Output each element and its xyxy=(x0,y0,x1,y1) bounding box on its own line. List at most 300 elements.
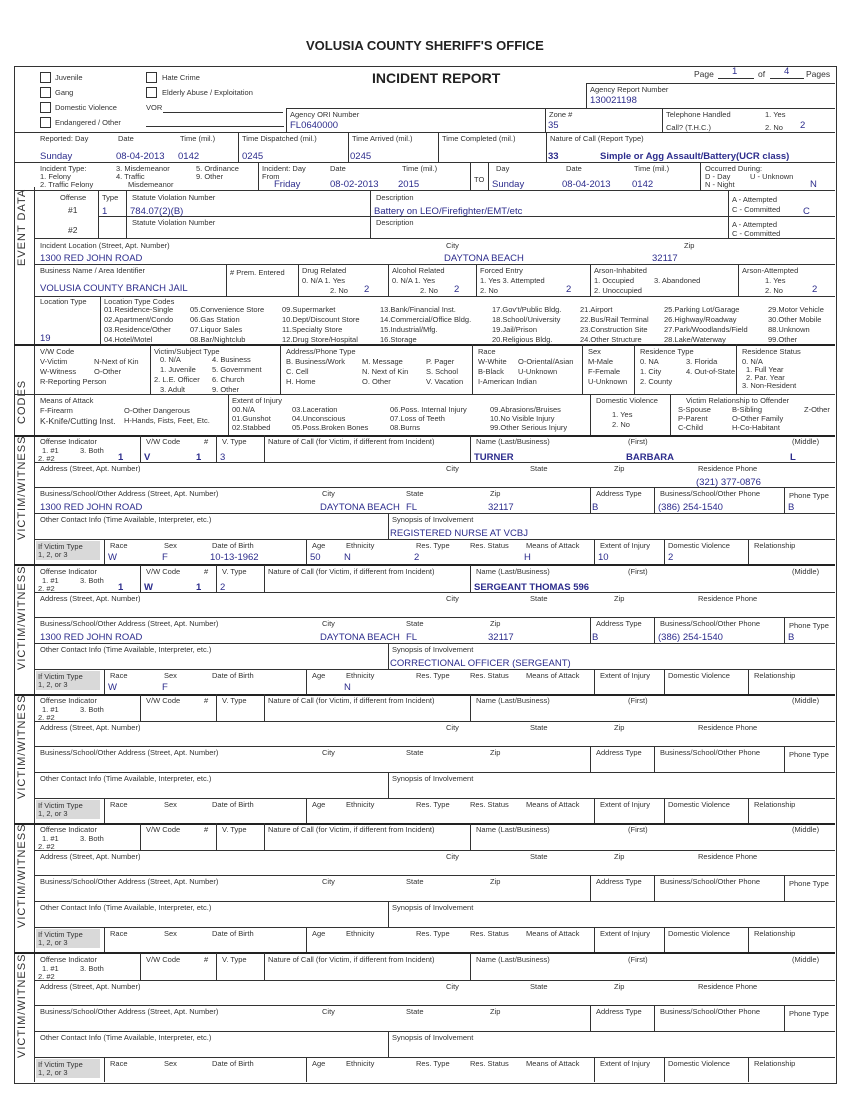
victim-witness-label: VICTIM/WITNESS xyxy=(16,565,28,670)
first-name-value[interactable]: BARBARA xyxy=(626,452,675,463)
dispatched-time[interactable]: 0245 xyxy=(242,151,264,162)
alcohol-value[interactable]: 2 xyxy=(454,284,460,295)
res-type-out-state: 4. Out-of-State xyxy=(686,367,736,376)
nature-label: Nature of Call (Report Type) xyxy=(550,134,644,143)
offense-indicator-label: Offense Indicator xyxy=(40,437,97,446)
location-zip[interactable]: 32117 xyxy=(652,253,678,264)
ordinance-option: 5. Ordinance xyxy=(196,164,239,173)
dob-value[interactable]: 10-13-1962 xyxy=(210,552,259,563)
reported-day[interactable]: Sunday xyxy=(40,151,73,162)
report-title: INCIDENT REPORT xyxy=(372,70,501,86)
victim-number-value[interactable]: 1 xyxy=(196,452,202,463)
middle-name-value[interactable]: L xyxy=(790,452,796,463)
ori-value[interactable]: FL0640000 xyxy=(290,120,339,131)
last-name-value[interactable]: TURNER xyxy=(474,452,514,463)
bus-city-label: City xyxy=(322,619,335,628)
dv-value[interactable]: 2 xyxy=(668,552,674,563)
ind-opt-both: 3. Both xyxy=(80,834,104,843)
injury-unconscious: 04.Unconscious xyxy=(292,414,346,423)
dv-no: 2. No xyxy=(612,420,630,429)
bus-state-value[interactable]: FL xyxy=(406,502,418,513)
offense-indicator-value[interactable]: 1 xyxy=(118,452,124,463)
res-type-label: Res. Type xyxy=(416,800,450,809)
res-status-label: Res. Status xyxy=(470,541,509,550)
location-code-item: 21.Airport xyxy=(580,305,613,314)
victim-witness-label: VICTIM/WITNESS xyxy=(16,823,28,928)
subj-other: 9. Other xyxy=(212,385,240,394)
injury-teeth: 07.Loss of Teeth xyxy=(390,414,445,423)
from-date[interactable]: 08-02-2013 xyxy=(330,179,379,190)
synopsis-label: Synopsis of Involvement xyxy=(392,903,474,912)
synopsis-label: Synopsis of Involvement xyxy=(392,515,474,524)
location-code-item: 15.Industrial/Mfg. xyxy=(380,325,438,334)
other-option: 9. Other xyxy=(196,172,224,181)
bus-phone-label: Business/School/Other Phone xyxy=(660,1007,761,1016)
arson-att-yes: 1. Yes xyxy=(765,276,786,285)
bus-phone-value[interactable]: (386) 254-1540 xyxy=(658,632,723,643)
injury-na: 00.N/A xyxy=(232,405,255,414)
vw-code-label: V/W Code xyxy=(146,696,181,705)
injury-serious: 99.Other Serious Injury xyxy=(490,423,568,432)
traffic-option: 4. Traffic xyxy=(116,172,145,181)
offense-1-type[interactable]: 1 xyxy=(102,206,108,217)
res-phone-label: Residence Phone xyxy=(698,723,758,732)
bus-city-label: City xyxy=(322,1007,335,1016)
bus-phone-value[interactable]: (386) 254-1540 xyxy=(658,502,723,513)
age-label: Age xyxy=(312,929,326,938)
location-code-item: 18.School/University xyxy=(492,315,561,324)
to-time[interactable]: 0142 xyxy=(632,179,654,190)
from-day[interactable]: Friday xyxy=(274,179,301,190)
address-label: Address (Street, Apt. Number) xyxy=(40,723,141,732)
location-code-item: 29.Motor Vehicle xyxy=(768,305,824,314)
hate-crime-checkbox[interactable] xyxy=(146,72,157,83)
bus-state-label: State xyxy=(406,619,424,628)
vtype-label: V. Type xyxy=(222,696,247,705)
bus-city-value[interactable]: DAYTONA BEACH xyxy=(320,502,400,513)
of-label: of xyxy=(758,69,766,79)
location-code-item: 01.Residence-Single xyxy=(104,305,174,314)
rel-other: Z-Other xyxy=(804,405,830,414)
vw-code-label: V/W Code xyxy=(146,437,181,446)
reported-date[interactable]: 08-04-2013 xyxy=(116,151,165,162)
sex-value[interactable]: F xyxy=(162,552,168,563)
res-type-city: 1. City xyxy=(640,367,662,376)
num-label: # xyxy=(204,567,209,576)
attempted-1: A - Attempted xyxy=(732,195,778,204)
rel-codes-label: Victim Relationship to Offender xyxy=(686,396,790,405)
res-type-label: Res. Type xyxy=(416,541,450,550)
location-code-item: 06.Gas Station xyxy=(190,315,240,324)
bus-addr-label: Business/School/Other Address (Street, Apt. Number) xyxy=(40,489,219,498)
state-label: State xyxy=(530,723,548,732)
vw-victim: V-Victim xyxy=(40,357,68,366)
nature-code[interactable]: 33 xyxy=(548,151,559,162)
drug-options: 0. N/A 1. Yes xyxy=(302,276,345,285)
location-address[interactable]: 1300 RED JOHN ROAD xyxy=(40,253,143,264)
loc-codes-label: Location Type Codes xyxy=(104,297,175,306)
incident-type-label: Incident Type: xyxy=(40,164,87,173)
rel-child: C-Child xyxy=(678,423,704,432)
addr-type-value[interactable]: B xyxy=(592,502,599,513)
business-name[interactable]: VOLUSIA COUNTY BRANCH JAIL xyxy=(40,283,188,294)
addr-pager: P. Pager xyxy=(426,357,455,366)
victim-number-value[interactable]: 1 xyxy=(196,582,202,593)
injury-burns: 08.Burns xyxy=(390,423,421,432)
city-label: City xyxy=(446,982,459,991)
location-code-item: 05.Convenience Store xyxy=(190,305,265,314)
race-label: Race xyxy=(110,1059,128,1068)
location-code-item: 12.Drug Store/Hospital xyxy=(282,335,358,344)
race-value[interactable]: W xyxy=(108,552,117,563)
res-status-label: Res. Status xyxy=(470,800,509,809)
res-status-na: 0. N/A xyxy=(742,357,763,366)
gang-checkbox[interactable] xyxy=(40,87,51,98)
bus-state-value[interactable]: FL xyxy=(406,632,418,643)
endangered-checkbox[interactable] xyxy=(40,117,51,128)
location-code-item: 17.Gov't/Public Bldg. xyxy=(492,305,562,314)
offense-1-statute[interactable]: 784.07(2)(B) xyxy=(130,206,184,217)
name-label: Name (Last/Business) xyxy=(476,825,550,834)
loc-type-label: Location Type xyxy=(40,297,87,306)
offense-indicator-label: Offense Indicator xyxy=(40,825,97,834)
race-label: Race xyxy=(110,800,128,809)
dob-label: Date of Birth xyxy=(212,800,254,809)
vtype-label: V. Type xyxy=(222,825,247,834)
bus-city-value[interactable]: DAYTONA BEACH xyxy=(320,632,400,643)
subject-type-label: Victim/Subject Type xyxy=(154,347,220,356)
addr-next-kin: N. Next of Kin xyxy=(362,367,409,376)
bus-addr-value[interactable]: 1300 RED JOHN ROAD xyxy=(40,502,143,513)
age-value[interactable]: 50 xyxy=(310,552,321,563)
addr-type-label: Address Type xyxy=(596,619,642,628)
dob-label: Date of Birth xyxy=(212,929,254,938)
ind-opt-1: 1. #1 xyxy=(42,964,59,973)
reported-time-label: Time (mil.) xyxy=(180,134,216,143)
arrived-time[interactable]: 0245 xyxy=(350,151,372,162)
res-type-florida: 3. Florida xyxy=(686,357,718,366)
dv-label: Domestic Violence xyxy=(668,1059,730,1068)
victim-123-label: 1, 2, or 3 xyxy=(38,809,68,818)
victim-type-value[interactable]: 3 xyxy=(220,452,226,463)
zone-value[interactable]: 35 xyxy=(548,120,559,131)
addr-home: H. Home xyxy=(286,377,316,386)
sex-value[interactable]: F xyxy=(162,682,168,693)
bus-zip-value[interactable]: 32117 xyxy=(488,502,514,513)
ethnicity-label: Ethnicity xyxy=(346,541,375,550)
location-code-item: 23.Construction Site xyxy=(580,325,648,334)
res-status-value[interactable]: H xyxy=(524,552,531,563)
res-phone-label: Residence Phone xyxy=(698,852,758,861)
res-status-non: 3. Non-Resident xyxy=(742,381,797,390)
from-time[interactable]: 2015 xyxy=(398,179,420,190)
alcohol-label: Alcohol Related xyxy=(392,266,445,275)
ori-label: Agency ORI Number xyxy=(290,110,360,119)
state-label: State xyxy=(530,464,548,473)
if-victim-label: If Victim Type xyxy=(38,1060,83,1069)
occurred-value[interactable]: N xyxy=(810,179,817,190)
ethnicity-label: Ethnicity xyxy=(346,1059,375,1068)
to-date-label: Date xyxy=(566,164,582,173)
bus-zip-label: Zip xyxy=(490,489,501,498)
bus-zip-label: Zip xyxy=(490,748,501,757)
addr-type-value[interactable]: B xyxy=(592,632,599,643)
vw-reporting: R-Reporting Person xyxy=(40,377,107,386)
rel-parent: P-Parent xyxy=(678,414,708,423)
juvenile-checkbox[interactable] xyxy=(40,72,51,83)
forced-label: Forced Entry xyxy=(480,266,523,275)
sex-label: Sex xyxy=(164,800,177,809)
ethnicity-value[interactable]: N xyxy=(344,682,351,693)
other-contact-label: Other Contact Info (Time Available, Interpreter, etc.) xyxy=(40,903,212,912)
location-city[interactable]: DAYTONA BEACH xyxy=(444,253,524,264)
elderly-label: Elderly Abuse / Exploitation xyxy=(162,88,253,97)
vw-next-kin: N-Next of Kin xyxy=(94,357,139,366)
rel-cohabitant: H-Co-Habitant xyxy=(732,423,780,432)
phone-no: 2. No xyxy=(765,123,783,132)
abandoned-option: 3. Abandoned xyxy=(654,276,701,285)
res-type-na: 0. NA xyxy=(640,357,659,366)
sex-unknown: U-Unknown xyxy=(588,377,628,386)
subj-business: 4. Business xyxy=(212,355,251,364)
addr-cell: C. Cell xyxy=(286,367,309,376)
page-label: Page xyxy=(694,69,714,79)
sex-male: M-Male xyxy=(588,357,614,366)
state-label: State xyxy=(530,982,548,991)
dispatched-label: Time Dispatched (mil.) xyxy=(242,134,317,143)
bus-zip-value[interactable]: 32117 xyxy=(488,632,514,643)
num-label: # xyxy=(204,825,209,834)
race-value[interactable]: W xyxy=(108,682,117,693)
zip-label: Zip xyxy=(684,241,695,250)
dv-yes: 1. Yes xyxy=(612,410,633,419)
location-code-item: 10.Dept/Discount Store xyxy=(282,315,360,324)
vw-code-value[interactable]: V xyxy=(144,452,151,463)
num-label: # xyxy=(204,437,209,446)
res-type-value[interactable]: 2 xyxy=(414,552,420,563)
juvenile-label: Juvenile xyxy=(55,73,83,82)
res-status-part: 2. Par. Year xyxy=(746,373,785,382)
committed-1: C - Committed xyxy=(732,205,781,214)
sex-label: Sex xyxy=(164,1059,177,1068)
vw-code-value[interactable]: W xyxy=(144,582,153,593)
location-code-item: 99.Other xyxy=(768,335,798,344)
last-name-value[interactable]: SERGEANT THOMAS 596 xyxy=(474,582,590,593)
offense-1-desc[interactable]: Battery on LEO/Firefighter/EMT/etc xyxy=(374,206,523,217)
if-victim-label: If Victim Type xyxy=(38,930,83,939)
prem-label: # Prem. Entered xyxy=(230,268,285,277)
bus-addr-value[interactable]: 1300 RED JOHN ROAD xyxy=(40,632,143,643)
location-code-item: 11.Specialty Store xyxy=(282,325,343,334)
loc-type-value[interactable]: 19 xyxy=(40,333,51,344)
if-victim-label: If Victim Type xyxy=(38,801,83,810)
drug-value[interactable]: 2 xyxy=(364,284,370,295)
page-total[interactable]: 4 xyxy=(784,66,790,77)
dday-option: D - Day xyxy=(705,172,731,181)
dv-label: Domestic Violence xyxy=(668,800,730,809)
race-white: W-White xyxy=(478,357,507,366)
offense-2-num: #2 xyxy=(68,225,78,235)
vtype-label: V. Type xyxy=(222,437,247,446)
race-am-indian: I-American Indian xyxy=(478,377,537,386)
vw-code-label: V/W Code xyxy=(40,347,75,356)
bus-phone-label: Business/School/Other Phone xyxy=(660,877,761,886)
drug-label: Drug Related xyxy=(302,266,347,275)
night-option: N - Night xyxy=(705,180,735,189)
offense-label: Offense xyxy=(60,193,87,202)
phone-value[interactable]: 2 xyxy=(800,120,806,131)
bus-zip-label: Zip xyxy=(490,619,501,628)
rel-spouse: S-Spouse xyxy=(678,405,711,414)
location-code-item: 22.Bus/Rail Terminal xyxy=(580,315,649,324)
vtype-label: V. Type xyxy=(222,567,247,576)
means-knife: K-Knife/Cutting Inst. xyxy=(40,416,116,426)
nature-victim-label: Nature of Call (for Victim, if different from Incident) xyxy=(268,825,435,834)
alcohol-no: 2. No xyxy=(420,286,438,295)
offense-indicator-value[interactable]: 1 xyxy=(118,582,124,593)
dv-label: Domestic Violence xyxy=(668,929,730,938)
victim-123-label: 1, 2, or 3 xyxy=(38,550,68,559)
res-status-label: Res. Status xyxy=(470,1059,509,1068)
incident-day-label: Incident: Day xyxy=(262,164,306,173)
subj-na: 0. N/A xyxy=(160,355,181,364)
injury-label: Extent of Injury xyxy=(600,800,651,809)
phone-yes: 1. Yes xyxy=(765,110,786,119)
from-label: From xyxy=(262,172,280,181)
agency-report-label: Agency Report Number xyxy=(590,85,669,94)
victim-type-value[interactable]: 2 xyxy=(220,582,226,593)
race-codes-label: Race xyxy=(478,347,496,356)
vtype-label: V. Type xyxy=(222,955,247,964)
relationship-label: Relationship xyxy=(754,541,796,550)
injury-label: Extent of Injury xyxy=(600,541,651,550)
offense-1-ac[interactable]: C xyxy=(803,206,810,217)
victim-123-label: 1, 2, or 3 xyxy=(38,680,68,689)
desc-label-2: Description xyxy=(376,218,414,227)
phone-type-label: Phone Type xyxy=(789,491,829,500)
rel-sibling: B-Sibling xyxy=(732,405,763,414)
res-phone-value[interactable]: (321) 377-0876 xyxy=(696,477,761,488)
reported-time[interactable]: 0142 xyxy=(178,151,200,162)
vw-code-label: V/W Code xyxy=(146,955,181,964)
dv-codes-label: Domestic Violence xyxy=(596,396,658,405)
thc-label: Call? (T.H.C.) xyxy=(666,123,712,132)
city-label: City xyxy=(446,723,459,732)
forced-value[interactable]: 2 xyxy=(566,284,572,295)
business-label: Business Name / Area Identifier xyxy=(40,266,146,275)
vw-other: O-Other xyxy=(94,367,122,376)
synopsis-value[interactable]: CORRECTIONAL OFFICER (SERGEANT) xyxy=(390,658,571,669)
ind-opt-1: 1. #1 xyxy=(42,446,59,455)
to-label: TO xyxy=(474,175,485,184)
phone-type-value[interactable]: B xyxy=(788,632,795,643)
dob-label: Date of Birth xyxy=(212,1059,254,1068)
subj-juvenile: 1. Juvenile xyxy=(160,365,196,374)
elderly-checkbox[interactable] xyxy=(146,87,157,98)
addr-type-label: Address Type xyxy=(596,748,642,757)
synopsis-label: Synopsis of Involvement xyxy=(392,1033,474,1042)
to-day[interactable]: Sunday xyxy=(492,179,525,190)
addr-type-label: Address/Phone Type xyxy=(286,347,356,356)
offense-indicator-label: Offense Indicator xyxy=(40,567,97,576)
res-type-label: Res. Type xyxy=(416,929,450,938)
synopsis-label: Synopsis of Involvement xyxy=(392,645,474,654)
location-code-item: 88.Unknown xyxy=(768,325,810,334)
victim-witness-label: VICTIM/WITNESS xyxy=(16,694,28,799)
means-label: Means of Attack xyxy=(526,929,580,938)
first-label: (First) xyxy=(628,567,648,576)
means-label: Means of Attack xyxy=(526,541,580,550)
to-time-label: Time (mil.) xyxy=(634,164,670,173)
injury-value[interactable]: 10 xyxy=(598,552,609,563)
addr-type-label: Address Type xyxy=(596,877,642,886)
phone-type-label: Phone Type xyxy=(789,879,829,888)
codes-label: CODES xyxy=(16,379,28,424)
subj-government: 5. Government xyxy=(212,365,262,374)
location-code-item: 13.Bank/Financial Inst. xyxy=(380,305,456,314)
first-label: (First) xyxy=(628,825,648,834)
name-label: Name (Last/Business) xyxy=(476,437,550,446)
arson-att-value[interactable]: 2 xyxy=(812,284,818,295)
unoccupied-option: 2. Unoccupied xyxy=(594,286,642,295)
ethnicity-value[interactable]: N xyxy=(344,552,351,563)
nature-victim-label: Nature of Call (for Victim, if different from Incident) xyxy=(268,955,435,964)
bus-city-label: City xyxy=(322,489,335,498)
subj-church: 6. Church xyxy=(212,375,245,384)
statute-label-1: Statute Violation Number xyxy=(132,193,216,202)
res-type-label: Res. Type xyxy=(416,671,450,680)
forced-options: 1. Yes 3. Attempted xyxy=(480,276,545,285)
injury-internal: 06.Poss. Internal Injury xyxy=(390,405,467,414)
location-code-item: 20.Religious Bldg. xyxy=(492,335,553,344)
event-data-label: EVENT DATA xyxy=(16,188,28,266)
subj-leo: 2. L.E. Officer xyxy=(154,375,200,384)
phone-type-value[interactable]: B xyxy=(788,502,795,513)
to-date[interactable]: 08-04-2013 xyxy=(562,179,611,190)
nature-value[interactable]: Simple or Agg Assault/Battery(UCR class) xyxy=(600,151,790,162)
other-contact-label: Other Contact Info (Time Available, Interpreter, etc.) xyxy=(40,645,212,654)
first-label: (First) xyxy=(628,696,648,705)
location-code-item: 26.Highway/Roadway xyxy=(664,315,737,324)
injury-label: Extent of Injury xyxy=(600,1059,651,1068)
rel-other-family: O-Other Family xyxy=(732,414,784,423)
agency-report-number[interactable]: 130021198 xyxy=(590,95,637,106)
addr-message: M. Message xyxy=(362,357,403,366)
committed-2: C - Committed xyxy=(732,229,781,238)
drug-no: 2. No xyxy=(330,286,348,295)
res-status-label: Res. Status xyxy=(470,929,509,938)
addr-vacation: V. Vacation xyxy=(426,377,464,386)
ind-opt-both: 3. Both xyxy=(80,446,104,455)
synopsis-value[interactable]: REGISTERED NURSE AT VCBJ xyxy=(390,528,528,539)
location-code-item: 27.Park/Woodlands/Field xyxy=(664,325,748,334)
ind-opt-2: 2. #2 xyxy=(38,842,55,851)
alcohol-options: 0. N/A 1. Yes xyxy=(392,276,435,285)
ind-opt-1: 1. #1 xyxy=(42,576,59,585)
page-number[interactable]: 1 xyxy=(732,66,738,77)
domestic-checkbox[interactable] xyxy=(40,102,51,113)
name-label: Name (Last/Business) xyxy=(476,696,550,705)
bus-addr-label: Business/School/Other Address (Street, Apt. Number) xyxy=(40,619,219,628)
attempted-2: A - Attempted xyxy=(732,220,778,229)
hate-crime-label: Hate Crime xyxy=(162,73,200,82)
middle-label: (Middle) xyxy=(792,696,820,705)
nature-victim-label: Nature of Call (for Victim, if different from Incident) xyxy=(268,437,435,446)
relationship-label: Relationship xyxy=(754,929,796,938)
sex-female: F-Female xyxy=(588,367,621,376)
state-label: State xyxy=(530,594,548,603)
ind-opt-both: 3. Both xyxy=(80,964,104,973)
